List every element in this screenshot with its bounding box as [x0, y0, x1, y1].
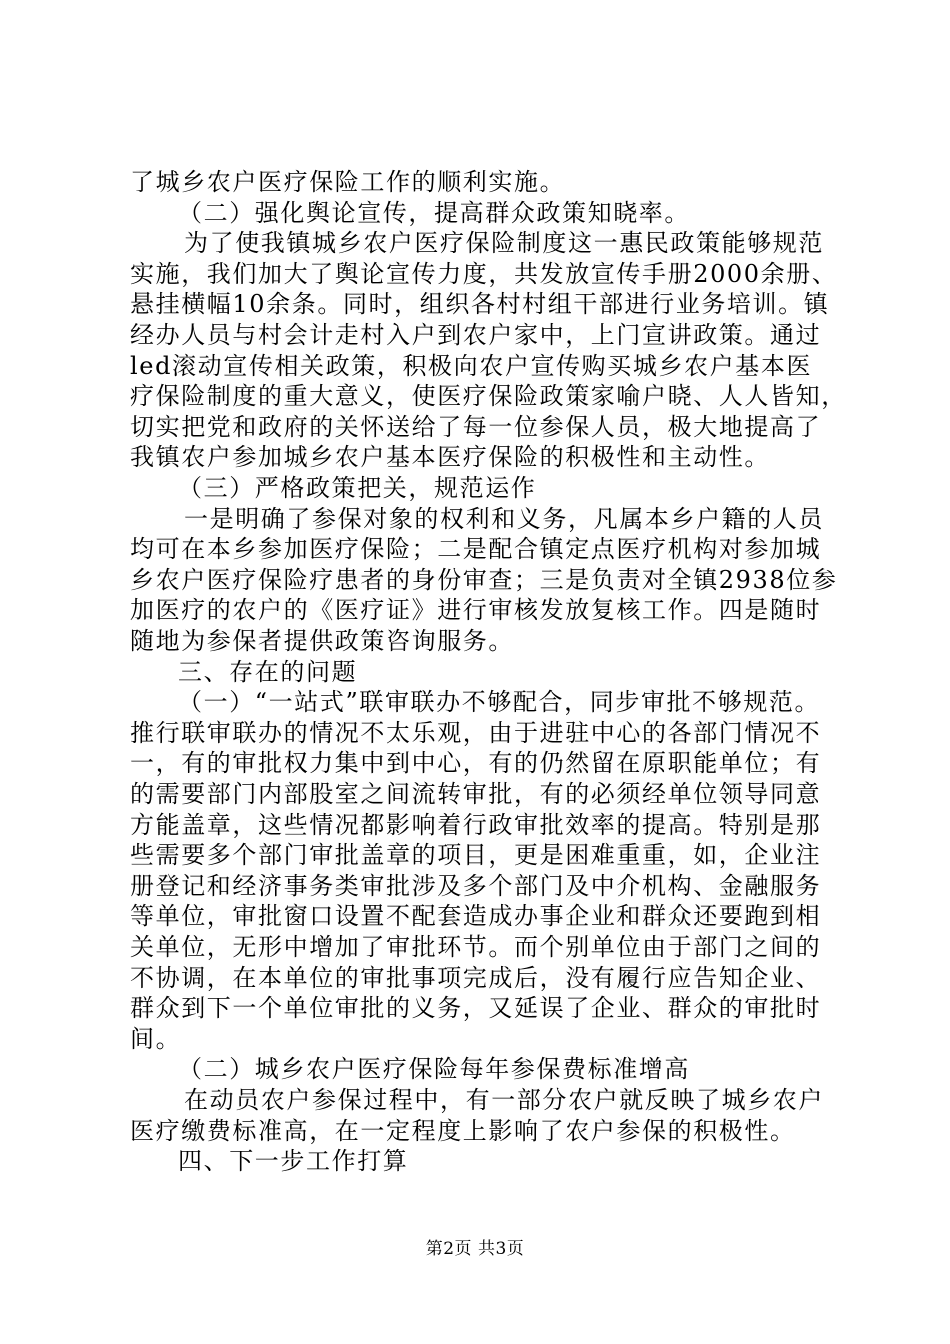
text-line: 间。: [130, 1025, 182, 1053]
text-line: 方能盖章，这些情况都影响着行政审批效率的提高。特别是那: [130, 811, 822, 839]
text-line: 的需要部门内部股室之间流转审批，有的必须经单位领导同意: [130, 780, 822, 808]
text-line: 疗保险制度的重大意义，使医疗保险政策家喻户晓、人人皆知，: [130, 382, 847, 410]
text-line: 关单位，无形中增加了审批环节。而个别单位由于部门之间的: [130, 933, 822, 961]
page-footer: 第2页 共3页: [425, 1239, 525, 1259]
text-line: 随地为参保者提供政策咨询服务。: [130, 627, 514, 655]
text-line: 切实把党和政府的关怀送给了每一位参保人员，极大地提高了: [130, 413, 822, 441]
section-heading: 四、下一步工作打算: [178, 1147, 409, 1175]
text-line: 册登记和经济事务类审批涉及多个部门及中介机构、金融服务: [130, 872, 822, 900]
text-line: 悬挂横幅10余条。同时，组织各村村组干部进行业务培训。镇: [130, 290, 830, 318]
text-line: 一，有的审批权力集中到中心，有的仍然留在原职能单位；有: [130, 749, 822, 777]
text-line: led滚动宣传相关政策，积极向农户宣传购买城乡农户基本医: [130, 352, 813, 380]
section-heading: （三）严格政策把关，规范运作: [178, 474, 537, 502]
text-line: 为了使我镇城乡农户医疗保险制度这一惠民政策能够规范: [184, 229, 824, 257]
text-line: 不协调，在本单位的审批事项完成后，没有履行应告知企业、: [130, 964, 822, 992]
section-heading: （二）强化舆论宣传，提高群众政策知晓率。: [178, 199, 690, 227]
text-line: 群众到下一个单位审批的义务，又延误了企业、群众的审批时: [130, 994, 822, 1022]
text-line: 医疗缴费标准高，在一定程度上影响了农户参保的积极性。: [130, 1117, 796, 1145]
text-line: 实施，我们加大了舆论宣传力度，共发放宣传手册2000余册、: [130, 260, 838, 288]
text-line: 加医疗的农户的《医疗证》进行审核发放复核工作。四是随时: [130, 596, 822, 624]
text-line: 等单位，审批窗口设置不配套造成办事企业和群众还要跑到相: [130, 902, 822, 930]
text-line: 乡农户医疗保险疗患者的身份审查；三是负责对全镇2938位参: [130, 566, 838, 594]
text-line: 在动员农户参保过程中，有一部分农户就反映了城乡农户: [184, 1086, 824, 1114]
text-line: 一是明确了参保对象的权利和义务，凡属本乡户籍的人员: [184, 505, 824, 533]
text-line: 些需要多个部门审批盖章的项目，更是困难重重，如，企业注: [130, 841, 822, 869]
section-heading: 三、存在的问题: [178, 658, 358, 686]
section-heading: （二）城乡农户医疗保险每年参保费标准增高: [178, 1055, 690, 1083]
text-line: 推行联审联办的情况不太乐观，由于进驻中心的各部门情况不: [130, 719, 822, 747]
text-line: 均可在本乡参加医疗保险；二是配合镇定点医疗机构对参加城: [130, 535, 822, 563]
text-line: 经办人员与村会计走村入户到农户家中，上门宣讲政策。通过: [130, 321, 822, 349]
section-heading: （一）“一站式”联审联办不够配合，同步审批不够规范。: [178, 688, 821, 716]
text-line: 了城乡农户医疗保险工作的顺利实施。: [130, 168, 566, 196]
text-line: 我镇农户参加城乡农户基本医疗保险的积极性和主动性。: [130, 443, 770, 471]
